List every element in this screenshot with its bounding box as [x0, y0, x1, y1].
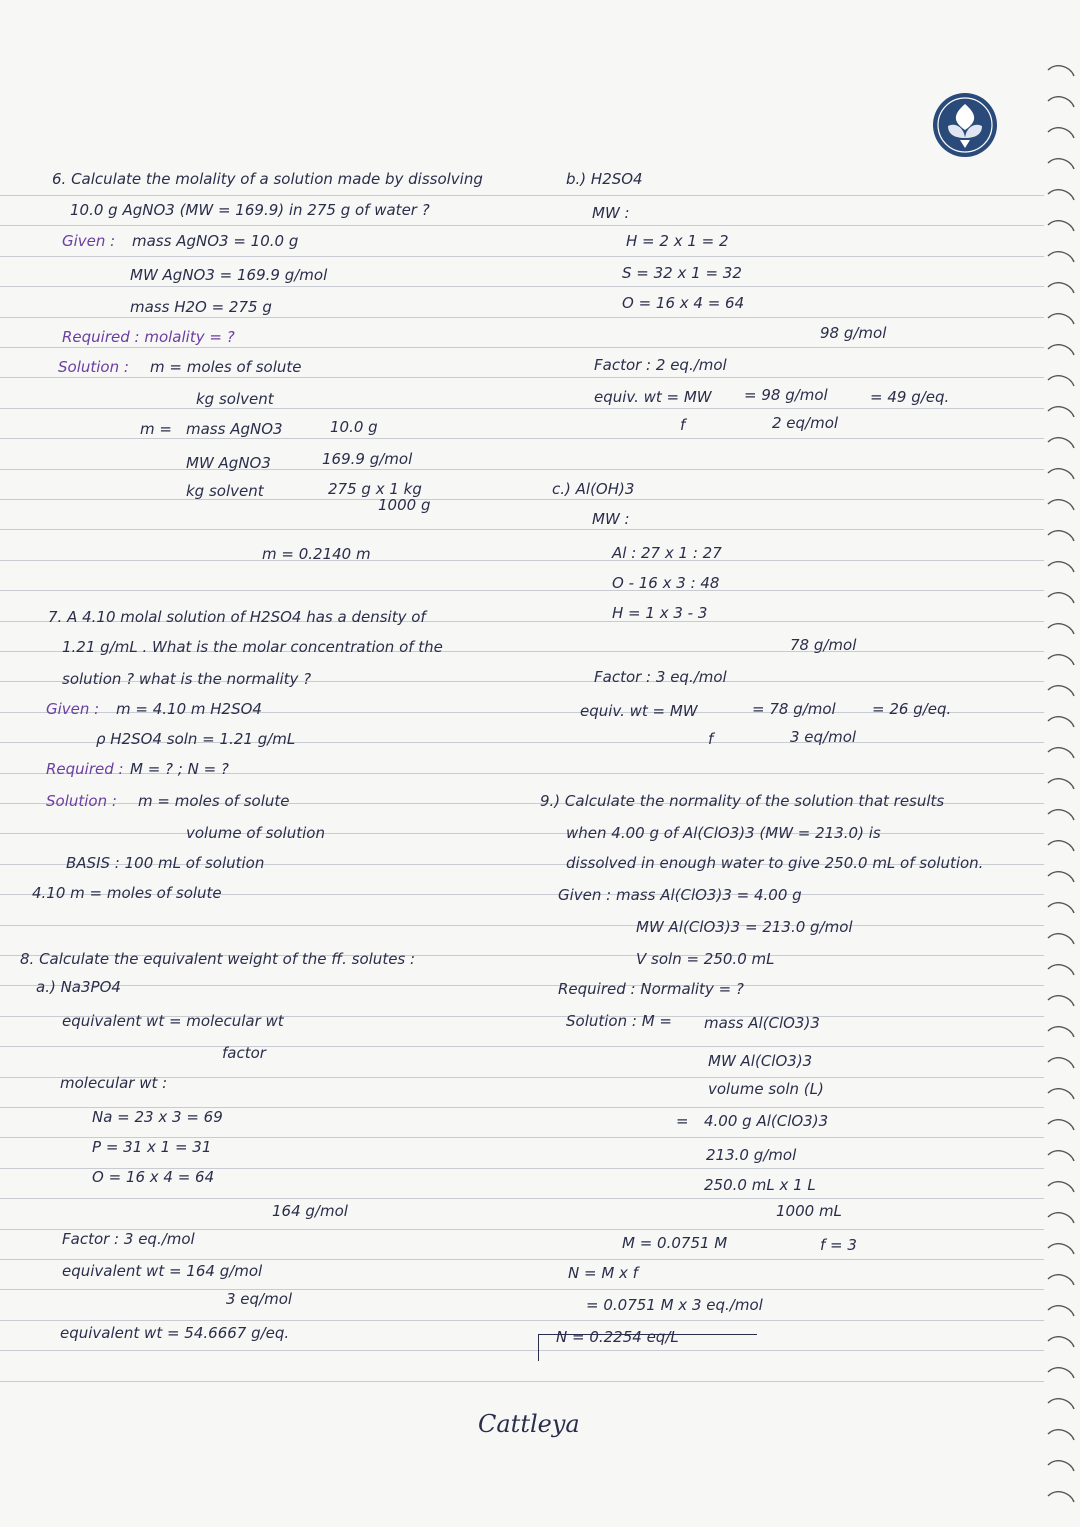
right-line: f = 3 [820, 1236, 857, 1254]
rule-line [0, 1289, 1044, 1290]
rule-line [0, 1198, 1044, 1199]
right-line: MW Al(ClO3)3 = 213.0 g/mol [636, 918, 853, 936]
left-line: m = [140, 420, 172, 438]
right-line: = 98 g/mol [744, 386, 828, 404]
left-line: Required : molality = ? [62, 328, 235, 346]
right-line: equiv. wt = MW [594, 388, 712, 406]
right-line: = [676, 1112, 689, 1130]
right-line: b.) H2SO4 [566, 170, 643, 188]
right-line: Given : mass Al(ClO3)3 = 4.00 g [558, 886, 802, 904]
rule-line [0, 438, 1044, 439]
right-line: MW : [592, 204, 630, 222]
rule-line [0, 195, 1044, 196]
right-line: Required : Normality = ? [558, 980, 744, 998]
rule-line [0, 377, 1044, 378]
left-line: m = moles of solute [150, 358, 302, 376]
flower-logo-icon [930, 90, 1000, 160]
rule-line [0, 925, 1044, 926]
left-line: solution ? what is the normality ? [62, 670, 312, 688]
right-line: 250.0 mL x 1 L [704, 1176, 816, 1194]
rule-line [0, 985, 1044, 986]
left-line: factor [222, 1044, 266, 1062]
right-line: S = 32 x 1 = 32 [622, 264, 742, 282]
rule-line [0, 408, 1044, 409]
right-line: = 0.0751 M x 3 eq./mol [586, 1296, 763, 1314]
right-line: O = 16 x 4 = 64 [622, 294, 745, 312]
right-line: 2 eq/mol [772, 414, 839, 432]
rule-line [0, 317, 1044, 318]
rule-line [0, 833, 1044, 834]
left-line: volume of solution [186, 824, 325, 842]
left-line: molecular wt : [60, 1074, 168, 1092]
right-line: 98 g/mol [820, 324, 887, 342]
right-line: 9.) Calculate the normality of the solution that results [540, 792, 945, 810]
left-line: m = 0.2140 m [262, 545, 371, 563]
left-line: MW AgNO3 [186, 454, 271, 472]
rule-line [0, 499, 1044, 500]
left-line: Factor : 3 eq./mol [62, 1230, 195, 1248]
right-line: = 49 g/eq. [870, 388, 950, 406]
left-line: Solution : [58, 358, 129, 376]
rule-line [0, 469, 1044, 470]
left-line: ρ H2SO4 soln = 1.21 g/mL [96, 730, 296, 748]
rule-line [0, 590, 1044, 591]
left-line: Given : [62, 232, 116, 250]
left-line: 275 g x 1 kg [328, 480, 422, 498]
left-line: m = 4.10 m H2SO4 [116, 700, 262, 718]
rule-line [0, 529, 1044, 530]
right-line: Factor : 2 eq./mol [594, 356, 727, 374]
left-line: 6. Calculate the molality of a solution made by dissolving [52, 170, 483, 188]
right-line: V soln = 250.0 mL [636, 950, 775, 968]
left-line: 164 g/mol [272, 1202, 348, 1220]
spiral-binding [1040, 60, 1080, 1520]
right-line: N = 0.2254 eq/L [556, 1328, 679, 1346]
rule-line [0, 225, 1044, 226]
rule-line [0, 286, 1044, 287]
left-line: 169.9 g/mol [322, 450, 413, 468]
left-line: m = moles of solute [138, 792, 290, 810]
right-line: = 78 g/mol [752, 700, 836, 718]
right-line: 1000 mL [776, 1202, 842, 1220]
left-line: mass AgNO3 [186, 420, 283, 438]
rule-line [0, 1381, 1044, 1382]
right-line: O - 16 x 3 : 48 [612, 574, 720, 592]
right-line: MW : [592, 510, 630, 528]
right-line: MW Al(ClO3)3 [708, 1052, 813, 1070]
left-line: 10.0 g AgNO3 (MW = 169.9) in 275 g of water ? [70, 201, 430, 219]
right-line: = 26 g/eq. [872, 700, 952, 718]
left-line: mass AgNO3 = 10.0 g [132, 232, 299, 250]
left-line: 4.10 m = moles of solute [32, 884, 222, 902]
left-line: O = 16 x 4 = 64 [92, 1168, 215, 1186]
left-line: Solution : [46, 792, 117, 810]
left-line: 1000 g [378, 496, 431, 514]
right-line: Al : 27 x 1 : 27 [612, 544, 722, 562]
right-line: 213.0 g/mol [706, 1146, 797, 1164]
left-line: Given : [46, 700, 100, 718]
left-line: 1.21 g/mL . What is the molar concentration of the [62, 638, 443, 656]
left-line: mass H2O = 275 g [130, 298, 272, 316]
left-line: Required : [46, 760, 124, 778]
rule-line [0, 560, 1044, 561]
right-line: Solution : M = [566, 1012, 672, 1030]
right-line: f [708, 730, 714, 748]
signature: Cattleya [478, 1410, 580, 1438]
right-line: mass Al(ClO3)3 [704, 1014, 820, 1032]
left-line: M = ? ; N = ? [130, 760, 229, 778]
right-line: c.) Al(OH)3 [552, 480, 635, 498]
left-line: 10.0 g [330, 418, 378, 436]
rule-line [0, 1259, 1044, 1260]
right-line: 3 eq/mol [790, 728, 857, 746]
right-line: 4.00 g Al(ClO3)3 [704, 1112, 829, 1130]
rule-line [0, 347, 1044, 348]
rule-line [0, 256, 1044, 257]
answer-box [538, 1334, 757, 1361]
right-line: Factor : 3 eq./mol [594, 668, 727, 686]
right-line: equiv. wt = MW [580, 702, 698, 720]
left-line: a.) Na3PO4 [36, 978, 121, 996]
right-line: when 4.00 g of Al(ClO3)3 (MW = 213.0) is [566, 824, 881, 842]
left-line: kg solvent [186, 482, 264, 500]
left-line: MW AgNO3 = 169.9 g/mol [130, 266, 328, 284]
right-line: dissolved in enough water to give 250.0 mL of solution. [566, 854, 984, 872]
right-line: volume soln (L) [708, 1080, 824, 1098]
right-line: M = 0.0751 M [622, 1234, 728, 1252]
right-line: f [680, 416, 686, 434]
left-line: BASIS : 100 mL of solution [66, 854, 265, 872]
left-line: 8. Calculate the equivalent weight of the ff. solutes : [20, 950, 416, 968]
right-line: H = 2 x 1 = 2 [626, 232, 729, 250]
left-line: kg solvent [196, 390, 274, 408]
right-line: 78 g/mol [790, 636, 857, 654]
left-line: equivalent wt = molecular wt [62, 1012, 284, 1030]
right-line: N = M x f [568, 1264, 638, 1282]
rule-line [0, 1046, 1044, 1047]
rule-line [0, 1320, 1044, 1321]
left-line: equivalent wt = 164 g/mol [62, 1262, 263, 1280]
left-line: 3 eq/mol [226, 1290, 293, 1308]
left-line: 7. A 4.10 molal solution of H2SO4 has a density of [48, 608, 426, 626]
rule-line [0, 1350, 1044, 1351]
left-line: Na = 23 x 3 = 69 [92, 1108, 223, 1126]
left-line: equivalent wt = 54.6667 g/eq. [60, 1324, 290, 1342]
right-line: H = 1 x 3 - 3 [612, 604, 708, 622]
left-line: P = 31 x 1 = 31 [92, 1138, 212, 1156]
